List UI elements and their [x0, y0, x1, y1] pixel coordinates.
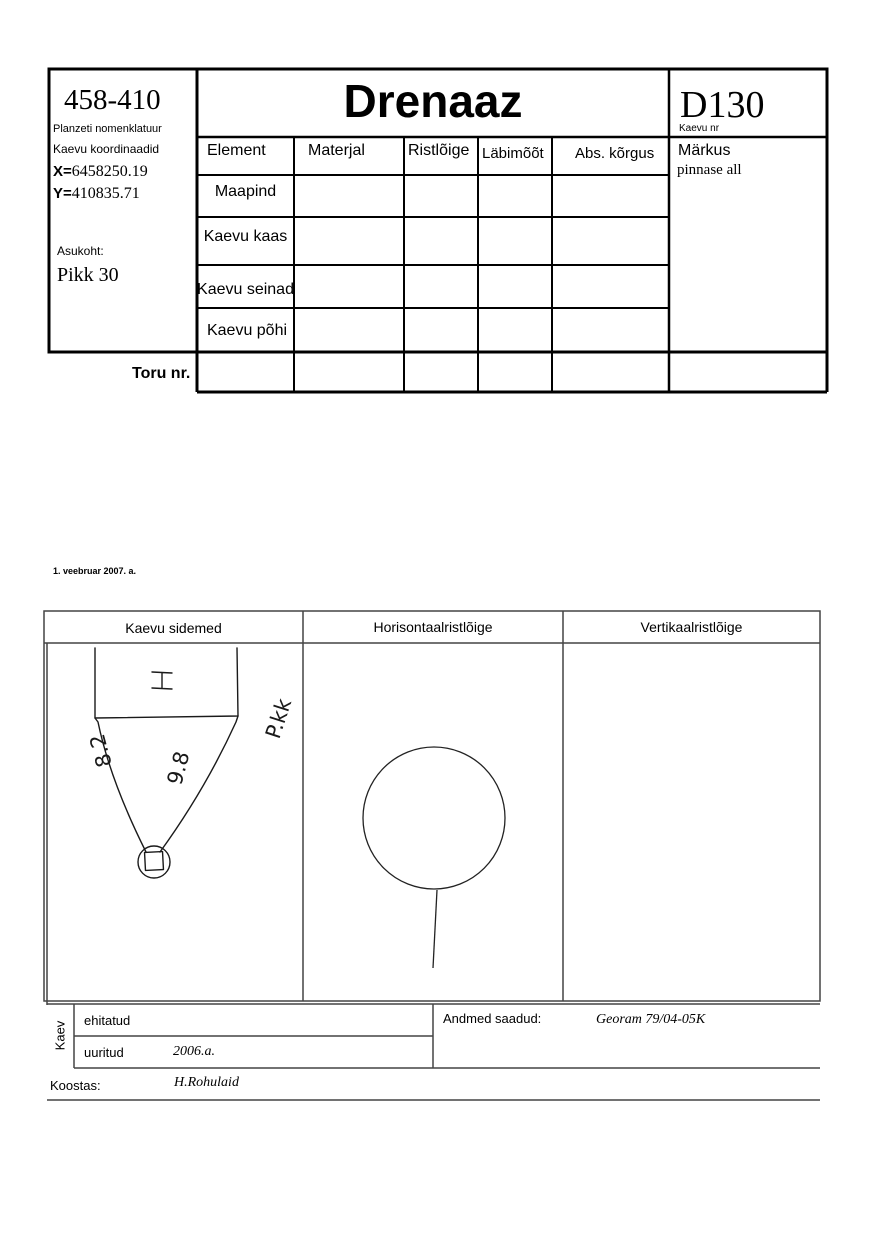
col-header-cross-section: Ristlõige: [408, 142, 470, 159]
horizontal-section-sketch: [363, 747, 505, 968]
col-header-diameter: Läbimõõt: [482, 145, 544, 162]
surveyed-value: 2006.a.: [173, 1044, 215, 1059]
sketch-street-label: P.kk: [260, 695, 297, 742]
surveyed-label: uuritud: [84, 1045, 124, 1060]
built-label: ehitatud: [84, 1013, 131, 1028]
data-source-value: Georam 79/04-05K: [596, 1012, 706, 1027]
row-label-bottom: Kaevu põhi: [206, 322, 288, 339]
coord-y-value: 410835.71: [71, 185, 140, 202]
coord-x: [53, 163, 148, 181]
form-title: Drenaaz: [343, 75, 523, 127]
form-date: 1. veebruar 2007. a.: [53, 566, 137, 576]
remarks-value: pinnase all: [677, 162, 742, 178]
coords-label: Kaevu koordinaadid: [53, 142, 160, 156]
coord-x-prefix: X=: [53, 163, 72, 180]
remarks-label: Märkus: [678, 142, 731, 159]
connection-sketch: [85, 648, 296, 878]
sheet-label: Planzeti nomenklatuur: [53, 123, 162, 135]
author-label: Koostas:: [50, 1078, 101, 1093]
pipe-label: Toru nr.: [132, 365, 191, 382]
panel-title-vertical: Vertikaalristlõige: [640, 619, 743, 635]
kaev-label: Kaev: [52, 1020, 68, 1051]
well-number: D130: [680, 84, 765, 126]
location-value: Pikk 30: [57, 264, 119, 286]
sketch-dist-right: 9.8: [162, 748, 195, 788]
col-header-element: Element: [207, 142, 266, 159]
row-label-ground: Maapind: [214, 183, 277, 200]
col-header-material: Materjal: [308, 142, 365, 159]
coord-x-value: 6458250.19: [71, 163, 148, 180]
author-value: H.Rohulaid: [174, 1075, 239, 1090]
coord-y: [53, 185, 140, 203]
sheet-number: 458-410: [64, 84, 161, 116]
data-source-label: Andmed saadud:: [443, 1011, 542, 1026]
coord-y-prefix: Y=: [53, 185, 72, 202]
panel-title-horizontal: Horisontaalristlõige: [373, 619, 493, 635]
well-label: Kaevu nr: [679, 123, 720, 134]
row-label-lid: Kaevu kaas: [203, 228, 288, 245]
col-header-abs-height: Abs. kõrgus: [575, 145, 655, 162]
panel-title-connections: Kaevu sidemed: [125, 620, 222, 636]
location-label: Asukoht:: [57, 244, 104, 258]
row-label-walls: Kaevu seinad: [197, 281, 294, 298]
sketch-dist-left: 8.2: [85, 731, 117, 770]
